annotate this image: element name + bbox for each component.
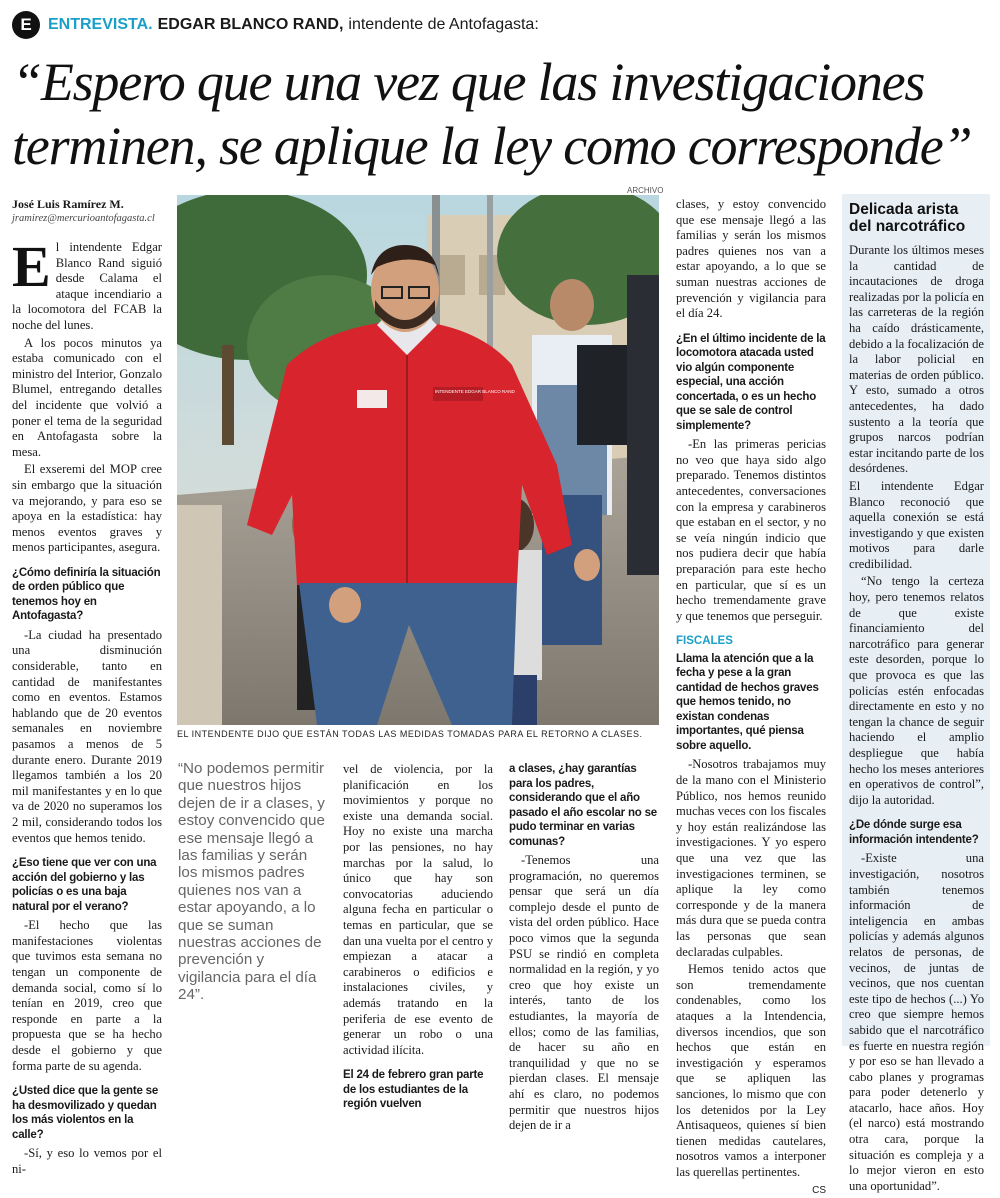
byline-author: José Luis Ramírez M. — [12, 197, 124, 212]
interview-question: ¿Usted dice que la gente se ha desmovilizado y quedan los más violentos en la calle? — [12, 1084, 162, 1142]
interview-answer: -La ciudad ha presentado una disminución considerable, tanto en cantidad de manifestantes como en eventos. Estamos hablando que de 20 eventos semanales en noviembre pasamos a menos de 5 durante enero. Durante 2019 llegamos también a los 20 mil manifestantes y en lo que va de 2020 no superamos los 2 mil, considerando todos los eventos que hemos tenido. — [12, 628, 162, 846]
interview-question: El 24 de febrero gran parte de los estudiantes de la región vuelven — [343, 1068, 493, 1112]
sidebar-box — [842, 194, 990, 1046]
byline-email: jramirez@mercurioantofagasta.cl — [12, 213, 155, 224]
interview-answer: -Tenemos una programación, no queremos pensar que será un día complejo desde el punto de vista del orden público. Hace poco vimos que la segunda PSU se rindió en completa normalidad en la región, y yo creo que hoy existe un interés, tanto de los estudiantes, la mayoría de ellos; como de las familias, de hacer su año en tranquilidad y que no se pierdan clases. El mensaje ahí es claro, no podemos permitir que nuestros hijos dejen de ir a — [509, 853, 659, 1134]
end-mark: CS — [812, 1183, 826, 1198]
kicker-name: EDGAR BLANCO RAND, — [158, 16, 344, 34]
subhead-fiscales: FISCALES — [676, 634, 826, 650]
interview-question: a clases, ¿hay garantías para los padres, considerando que el año pasado el año escolar no se pudo terminar en varias comunas? — [509, 762, 659, 849]
column-3 — [343, 762, 493, 1116]
paragraph: Durante los últimos meses la cantidad de incautaciones de droga realizadas por la policía en las carreteras de la región ha caído drásticamente, debido a la focalización de la labor policial en materias de orden público. Y esto, sumado a otros antecedentes, ha dado sustento a la teoría que grupos narcos podrían estar incitando parte de los desórdenes. — [849, 243, 984, 477]
interview-question: ¿Cómo definiría la situación de orden público que tenemos hoy en Antofagasta? — [12, 566, 162, 624]
column-5 — [676, 197, 826, 1198]
interview-question: ¿En el último incidente de la locomotora atacada usted vio algún componente especial, una acción concertada, o es un hecho que se sale de control simplemente? — [676, 332, 826, 434]
paragraph: El exseremi del MOP cree sin embargo que la situación va mejorando, y para eso se apoya en la estadística: hay menos eventos graves y menos participantes, asegura. — [12, 462, 162, 556]
pull-quote: “No podemos permitir que nuestros hijos dejen de ir a clases, y estoy convencido que ese mensaje llegó a las familias y serán los mismos padres quienes nos van a estar apoyando, a lo que se suman nuestras acciones de prevención y vigilancia para el día 24”. — [178, 760, 328, 1004]
interview-question: ¿Eso tiene que ver con una acción del gobierno y las policías o es una baja natural por el verano? — [12, 856, 162, 914]
column-4 — [509, 762, 659, 1136]
kicker-role: intendente de Antofagasta: — [348, 16, 538, 34]
lead-paragraph: l intendente Edgar Blanco Rand siguió desde Calama el ataque incendiario a la locomotora del FCAB la noche del lunes. — [12, 240, 162, 332]
headline-line-1: “Espero que una vez que las investigaciones — [12, 50, 992, 114]
photo-credit: ARCHIVO — [627, 186, 663, 195]
interview-answer: -Existe una investigación, nosotros también tenemos información de inteligencia en ambas policías y además algunos relatos de personas, de vecinos, de juntas de vecinos, que nos cuentan este tipo de hechos (...) Yo creo que siempre hemos sabido que el narcotráfico es fuerte en nuestra región y por eso se han llevado a cabo planes y programas para poder detenerlo y atacarlo, hace años. Hoy (el narco) está mostrando otra cara, porque la situación es compleja y a lo mejor vieron en esto una oportunidad”. — [849, 851, 984, 1194]
headline — [12, 50, 992, 178]
paragraph: vel de violencia, por la planificación en los movimientos y porque no existe una demanda social. Hoy no existe una marcha por las pensiones, no hay marchas por la salud, lo único que hay son convocatorias aduciendo alguna fecha en particular o temas en particular, que se dan una vuelta por el centro y empiezan a atacar a carabineros o edificios e instalaciones civiles, y además tratando en la periferia de ese evento de generar un robo o una actividad ilícita. — [343, 762, 493, 1058]
jacket-text: INTENDENTE EDGAR BLANCO RAND — [435, 389, 516, 394]
section-badge: E — [12, 11, 40, 39]
paragraph: Hemos tenido actos que son tremendamente condenables, como los ataques a la Intendencia, diversos incendios, que son hechos que están en investigación y esperamos que se apliquen las sanciones, lo mismo que con los detenidos por la Ley Antisaqueos, quienes sí bien tienen medidas cautelares, nosotros vamos a interponer las querellas pertinentes. — [676, 962, 826, 1180]
paragraph: “No tengo la certeza hoy, pero tenemos relatos de que existe financiamiento del narcotráfico para generar este desorden, porque lo que provoca es que las policías estén enfocadas directamente en esto y no tengan la chance de seguir haciendo el amplio despliegue que había hecho los meses anteriores en operativos de control”, dijo la autoridad. — [849, 574, 984, 808]
interview-answer: -El hecho que las manifestaciones violentas que tuvimos esta semana no tengan un componente de demanda social, como sí lo tenían en 2019, creo que responde en parte a la propuesta que se ha hecho desde el gobierno y que forma parte de su agenda. — [12, 918, 162, 1074]
paragraph: A los pocos minutos ya estaba comunicado con el ministro del Interior, Gonzalo Blumel, entregando detalles del incidente que volvió a poner el tema de la seguridad en Antofagasta sobre la mesa. — [12, 336, 162, 461]
column-1 — [12, 240, 162, 1179]
interview-question: Llama la atención que a la fecha y pese a la gran cantidad de hechos graves que hemos tenido, no existan condenas importantes, qué piensa sobre aquello. — [676, 652, 826, 754]
interview-answer: -Sí, y eso lo vemos por el ni- — [12, 1146, 162, 1177]
photo-caption: EL INTENDENTE DIJO QUE ESTÁN TODAS LAS MEDIDAS TOMADAS PARA EL RETORNO A CLASES. — [177, 729, 659, 739]
sidebar-title: Delicada arista del narcotráfico — [849, 201, 984, 235]
paragraph: clases, y estoy convencido que ese mensaje llegó a las familias y serán los mismos padres quienes nos van a estar apoyando, a lo que se suman nuestras acciones de prevención y vigilancia para el día 24. — [676, 197, 826, 322]
headline-line-2: terminen, se aplique la ley como corresponde” — [12, 114, 992, 178]
kicker — [12, 10, 539, 40]
interview-question: ¿De dónde surge esa información intendente? — [849, 818, 984, 847]
interview-answer: -En las primeras pericias no veo que haya sido algo preparado. Tenemos distintos antecedentes, conversaciones con la empresa y carabineros que estaban en el sector, y no se veía ningún indicio que nos pudiera decir que había preparación para este hecho en particular, que sí es un hecho tremendamente grave y que tenemos que perseguir. — [676, 437, 826, 624]
paragraph: El intendente Edgar Blanco reconoció que aquella conexión se está investigando y que existen motivos para darle credibilidad. — [849, 479, 984, 573]
main-photo — [177, 195, 659, 725]
kicker-section: ENTREVISTA. — [48, 16, 153, 34]
photo-illustration — [177, 195, 659, 725]
drop-cap: E — [12, 244, 51, 290]
interview-answer: -Nosotros trabajamos muy de la mano con el Ministerio Público, nos hemos reunido muchas veces con los fiscales y hoy están realizándose las investigaciones. Y yo espero que una vez que las investigaciones terminen, se aplique la ley como corresponde y de la manera más dura que se pueda contra las personas que sean declaradas culpables. — [676, 757, 826, 960]
